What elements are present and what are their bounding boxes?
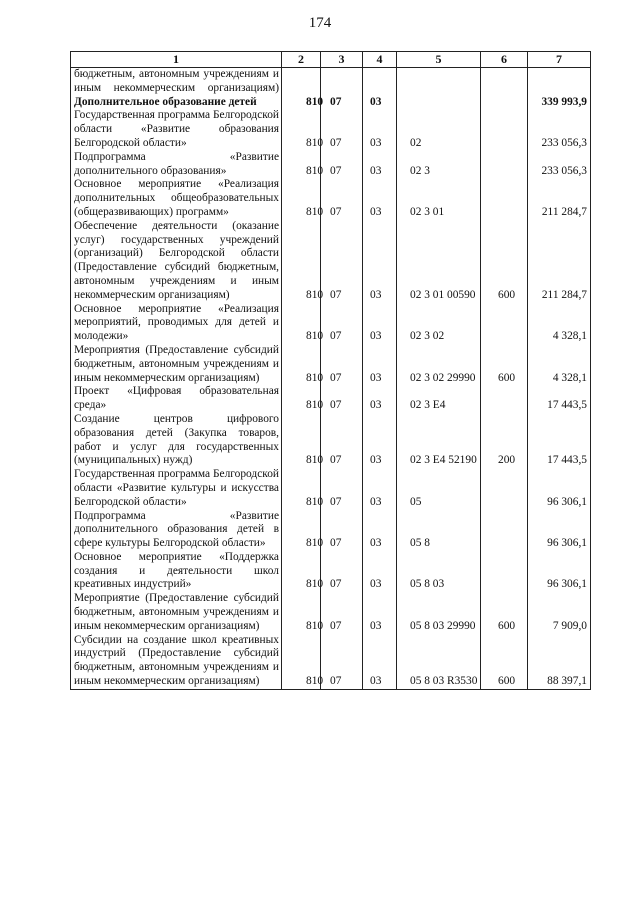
row-name: Подпрограмма «Развитие дополнительного образования детей в сфере культуры Белгородской области» xyxy=(71,510,282,551)
row-target-article: 02 3 02 xyxy=(397,303,481,344)
row-target-article xyxy=(397,96,481,110)
row-target-article: 02 3 E4 52190 xyxy=(397,413,481,468)
row-section-code: 07 xyxy=(321,178,363,219)
row-subsection-code: 03 xyxy=(363,385,397,413)
row-ministry-code: 810 xyxy=(282,510,321,551)
row-amount: 211 284,7 xyxy=(528,178,591,219)
row-target-article: 02 xyxy=(397,109,481,150)
row-section-code: 07 xyxy=(321,385,363,413)
row-expense-type xyxy=(481,109,528,150)
row-amount: 233 056,3 xyxy=(528,151,591,179)
row-expense-type: 200 xyxy=(481,413,528,468)
table-row xyxy=(71,468,591,509)
header-col-7: 7 xyxy=(528,52,591,68)
row-expense-type xyxy=(481,68,528,96)
header-col-5: 5 xyxy=(397,52,481,68)
row-amount xyxy=(528,68,591,96)
table-header-row xyxy=(71,52,591,68)
header-col-6: 6 xyxy=(481,52,528,68)
table-row xyxy=(71,551,591,592)
row-ministry-code: 810 xyxy=(282,178,321,219)
table-row xyxy=(71,413,591,468)
table-row xyxy=(71,151,591,179)
table-row xyxy=(71,634,591,690)
row-expense-type xyxy=(481,385,528,413)
row-target-article: 02 3 01 00590 xyxy=(397,220,481,303)
row-target-article: 05 8 03 29990 xyxy=(397,592,481,633)
row-expense-type xyxy=(481,96,528,110)
row-section-code: 07 xyxy=(321,96,363,110)
row-name: бюджетным, автономным учреждениям и иным некоммерческим организациям) xyxy=(71,68,282,96)
row-expense-type xyxy=(481,510,528,551)
row-ministry-code: 810 xyxy=(282,303,321,344)
row-expense-type: 600 xyxy=(481,634,528,690)
table-row xyxy=(71,510,591,551)
row-section-code: 07 xyxy=(321,468,363,509)
header-col-4: 4 xyxy=(363,52,397,68)
row-target-article: 02 3 E4 xyxy=(397,385,481,413)
row-name: Основное мероприятие «Поддержка создания и деятельности школ креативных индустрий» xyxy=(71,551,282,592)
row-name: Подпрограмма «Развитие дополнительного образования» xyxy=(71,151,282,179)
row-name: Государственная программа Белгородской области «Развитие культуры и искусства Белгородской области» xyxy=(71,468,282,509)
row-ministry-code: 810 xyxy=(282,592,321,633)
row-expense-type xyxy=(481,178,528,219)
header-col-2: 2 xyxy=(282,52,321,68)
row-section-code: 07 xyxy=(321,109,363,150)
row-subsection-code: 03 xyxy=(363,96,397,110)
row-name: Обеспечение деятельности (оказание услуг) государственных учреждений (организаций) Белгородской области (Предоставление субсидий бюджетным, автономным учреждениям и иным некоммерческим организациям) xyxy=(71,220,282,303)
row-section-code: 07 xyxy=(321,151,363,179)
row-name: Создание центров цифрового образования детей (Закупка товаров, работ и услуг для государственных (муниципальных) нужд) xyxy=(71,413,282,468)
row-section-code: 07 xyxy=(321,634,363,690)
row-expense-type xyxy=(481,551,528,592)
row-subsection-code: 03 xyxy=(363,551,397,592)
row-subsection-code xyxy=(363,68,397,96)
budget-table xyxy=(70,51,591,690)
row-subsection-code: 03 xyxy=(363,220,397,303)
table-row xyxy=(71,592,591,633)
table-row xyxy=(71,385,591,413)
table-row xyxy=(71,344,591,385)
row-ministry-code xyxy=(282,68,321,96)
row-ministry-code: 810 xyxy=(282,551,321,592)
table-row xyxy=(71,96,591,110)
row-target-article: 05 8 03 xyxy=(397,551,481,592)
row-subsection-code: 03 xyxy=(363,344,397,385)
row-amount: 233 056,3 xyxy=(528,109,591,150)
row-section-code: 07 xyxy=(321,551,363,592)
row-subsection-code: 03 xyxy=(363,413,397,468)
row-name: Проект «Цифровая образовательная среда» xyxy=(71,385,282,413)
row-amount: 17 443,5 xyxy=(528,413,591,468)
page-number: 174 xyxy=(308,15,332,31)
row-name: Дополнительное образование детей xyxy=(71,96,282,110)
row-amount: 7 909,0 xyxy=(528,592,591,633)
row-amount: 339 993,9 xyxy=(528,96,591,110)
row-name: Мероприятия (Предоставление субсидий бюджетным, автономным учреждениям и иным некоммерческим организациям) xyxy=(71,344,282,385)
row-expense-type: 600 xyxy=(481,344,528,385)
row-amount: 211 284,7 xyxy=(528,220,591,303)
row-section-code xyxy=(321,68,363,96)
row-target-article: 02 3 02 29990 xyxy=(397,344,481,385)
row-amount: 17 443,5 xyxy=(528,385,591,413)
row-subsection-code: 03 xyxy=(363,592,397,633)
row-section-code: 07 xyxy=(321,220,363,303)
row-ministry-code: 810 xyxy=(282,634,321,690)
row-ministry-code: 810 xyxy=(282,468,321,509)
row-ministry-code: 810 xyxy=(282,413,321,468)
row-section-code: 07 xyxy=(321,344,363,385)
row-ministry-code: 810 xyxy=(282,151,321,179)
row-subsection-code: 03 xyxy=(363,303,397,344)
row-name: Основное мероприятие «Реализация дополнительных общеобразовательных (общеразвивающих) программ» xyxy=(71,178,282,219)
table-row xyxy=(71,68,591,96)
row-subsection-code: 03 xyxy=(363,634,397,690)
row-subsection-code: 03 xyxy=(363,468,397,509)
row-section-code: 07 xyxy=(321,303,363,344)
table-row xyxy=(71,303,591,344)
table-row xyxy=(71,220,591,303)
row-section-code: 07 xyxy=(321,592,363,633)
row-name: Мероприятие (Предоставление субсидий бюджетным, автономным учреждениям и иным некоммерческим организациям) xyxy=(71,592,282,633)
row-target-article xyxy=(397,68,481,96)
row-name: Государственная программа Белгородской области «Развитие образования Белгородской области» xyxy=(71,109,282,150)
row-subsection-code: 03 xyxy=(363,178,397,219)
row-ministry-code: 810 xyxy=(282,96,321,110)
table-row xyxy=(71,109,591,150)
row-expense-type xyxy=(481,468,528,509)
row-subsection-code: 03 xyxy=(363,151,397,179)
header-col-3: 3 xyxy=(321,52,363,68)
row-expense-type xyxy=(481,303,528,344)
row-target-article: 05 8 03 R3530 xyxy=(397,634,481,690)
row-subsection-code: 03 xyxy=(363,510,397,551)
row-amount: 96 306,1 xyxy=(528,510,591,551)
row-amount: 4 328,1 xyxy=(528,303,591,344)
row-ministry-code: 810 xyxy=(282,220,321,303)
row-target-article: 02 3 xyxy=(397,151,481,179)
row-name: Основное мероприятие «Реализация мероприятий, проводимых для детей и молодежи» xyxy=(71,303,282,344)
row-ministry-code: 810 xyxy=(282,109,321,150)
row-amount: 4 328,1 xyxy=(528,344,591,385)
row-amount: 96 306,1 xyxy=(528,551,591,592)
row-target-article: 05 xyxy=(397,468,481,509)
row-section-code: 07 xyxy=(321,413,363,468)
row-expense-type xyxy=(481,151,528,179)
row-target-article: 05 8 xyxy=(397,510,481,551)
row-section-code: 07 xyxy=(321,510,363,551)
row-ministry-code: 810 xyxy=(282,385,321,413)
row-expense-type: 600 xyxy=(481,592,528,633)
header-col-1: 1 xyxy=(71,52,282,68)
row-target-article: 02 3 01 xyxy=(397,178,481,219)
row-amount: 96 306,1 xyxy=(528,468,591,509)
row-ministry-code: 810 xyxy=(282,344,321,385)
row-amount: 88 397,1 xyxy=(528,634,591,690)
row-expense-type: 600 xyxy=(481,220,528,303)
table-row xyxy=(71,178,591,219)
row-name: Субсидии на создание школ креативных индустрий (Предоставление субсидий бюджетным, автономным учреждениям и иным некоммерческим организациям) xyxy=(71,634,282,690)
row-subsection-code: 03 xyxy=(363,109,397,150)
